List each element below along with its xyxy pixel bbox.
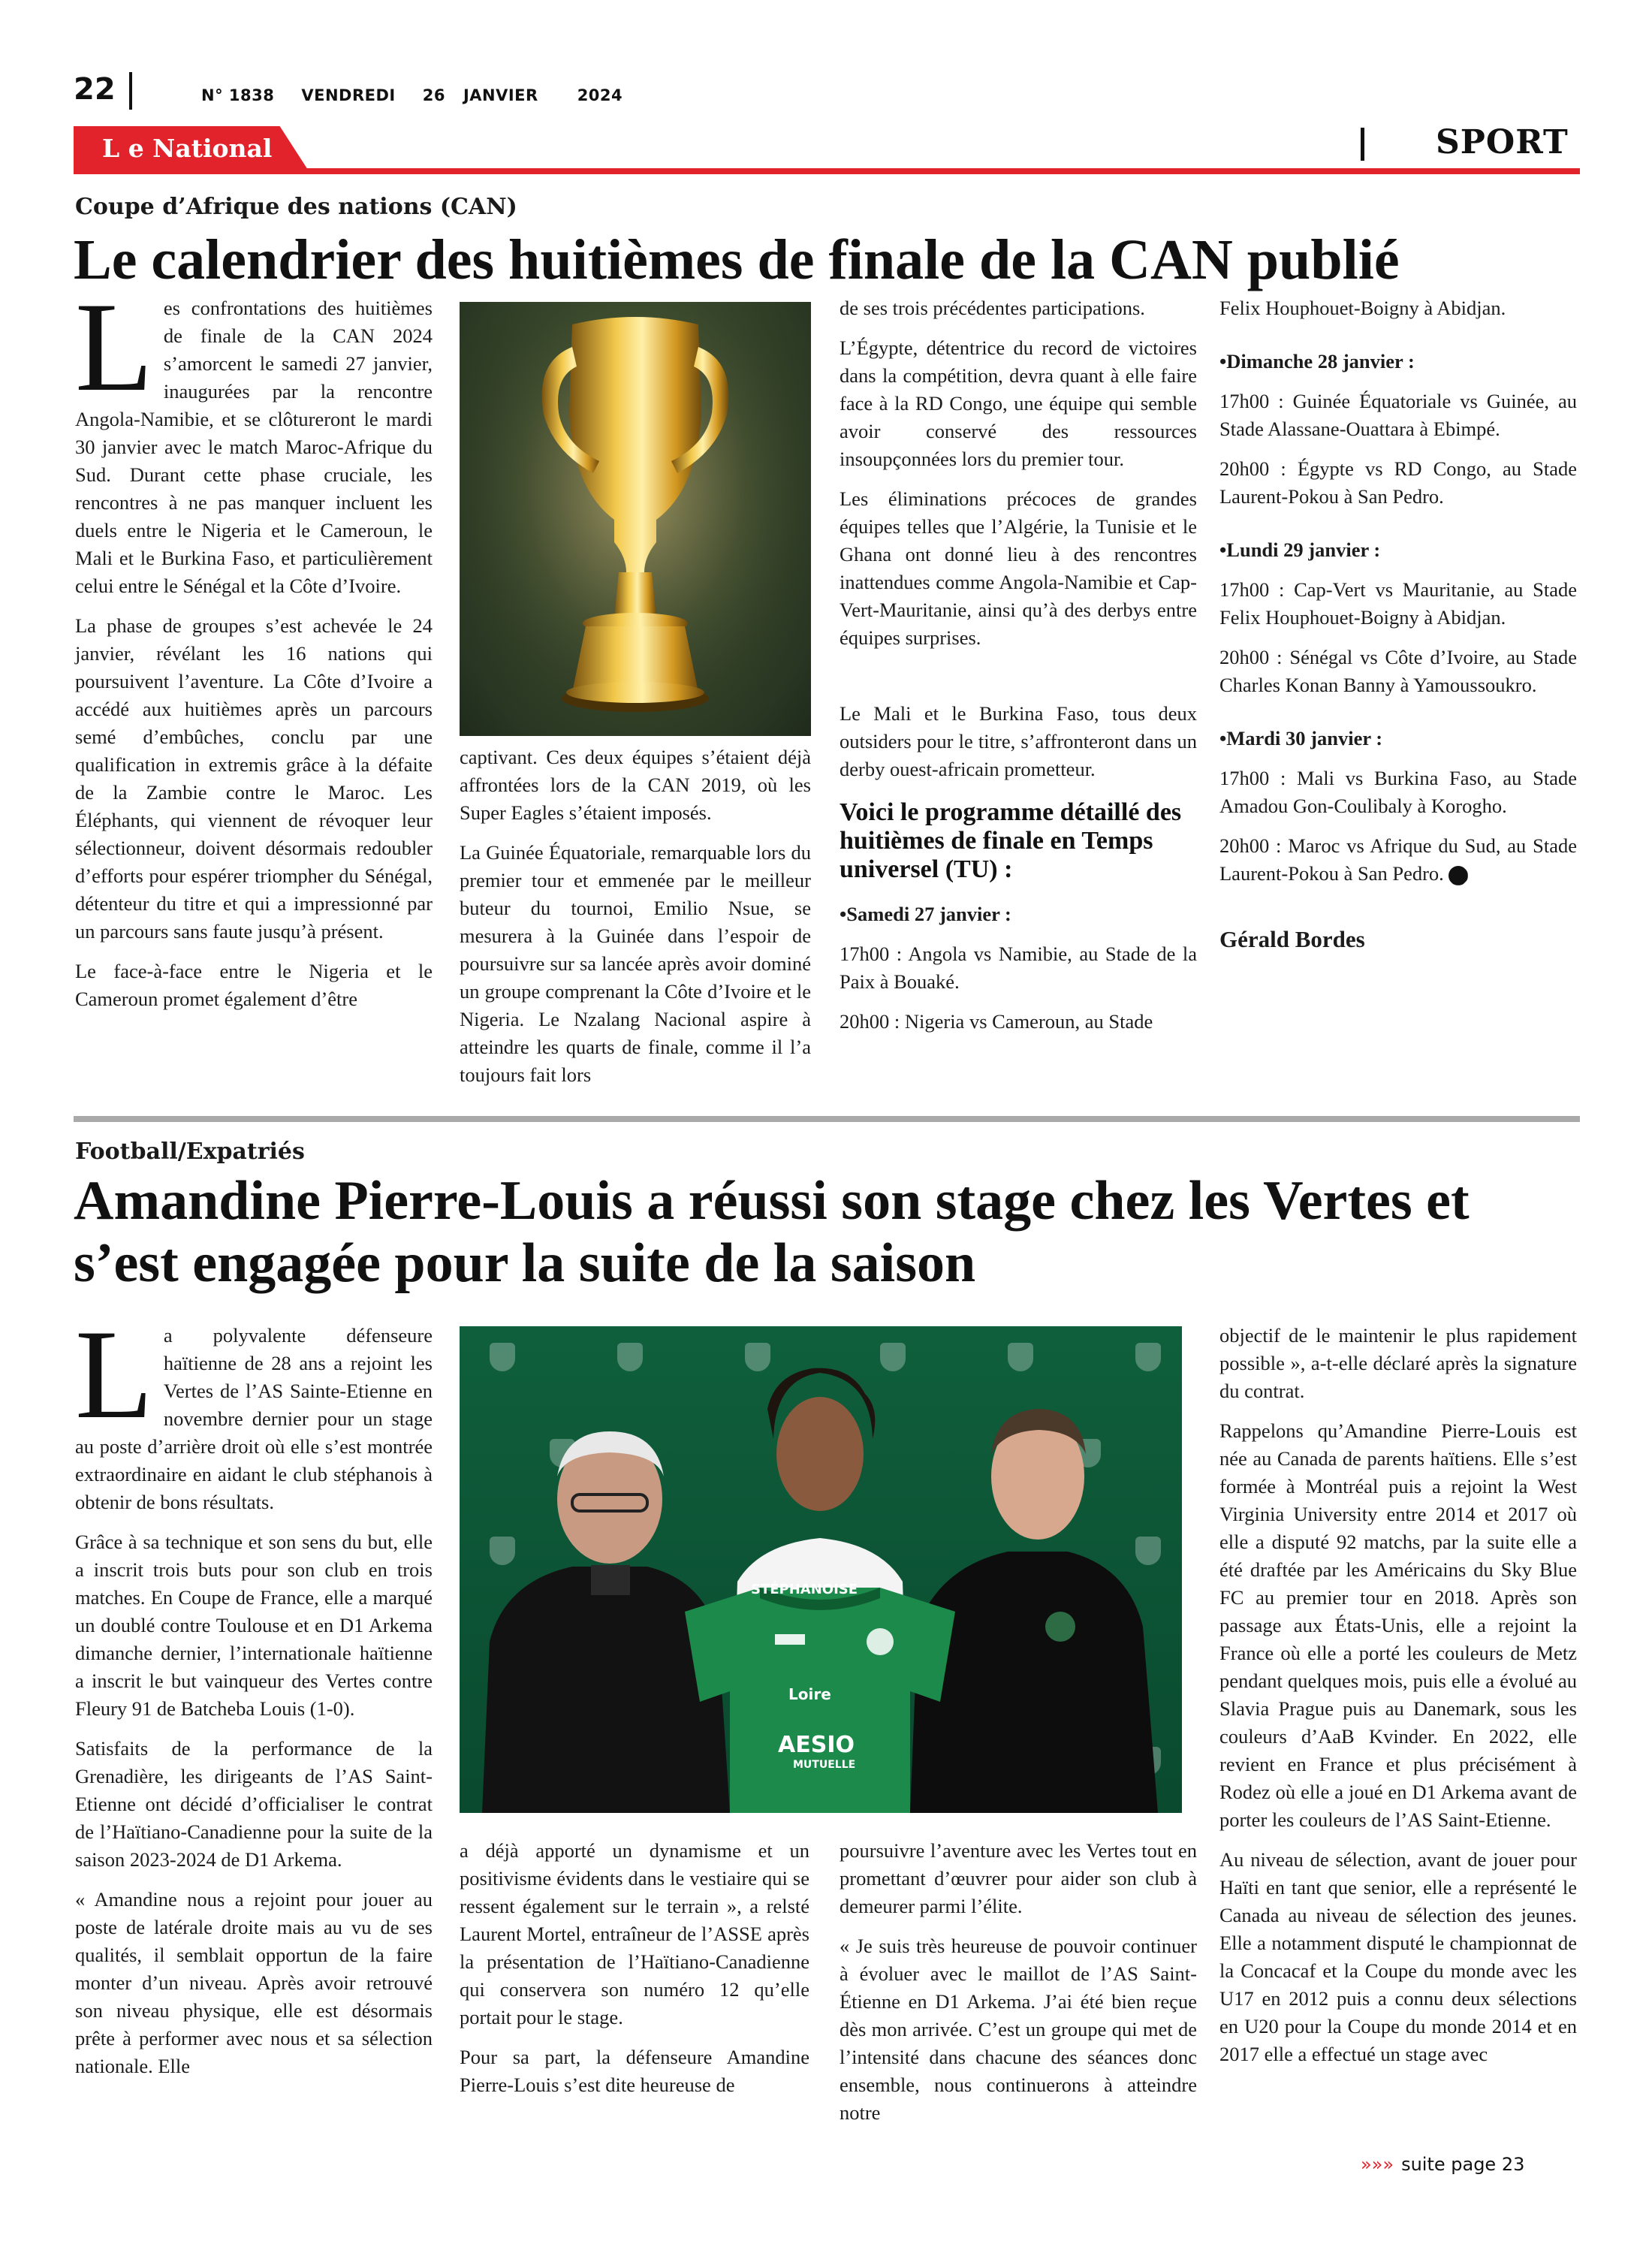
day-heading: •Lundi 29 janvier :: [1219, 538, 1381, 561]
issue-date: 26: [422, 86, 445, 104]
paragraph: Les éliminations précoces de grandes équipes telles que l’Algérie, la Tunisie et le Ghana ont donné lieu à des rencontres inattendues comme Angola-Namibie et Cap-Vert-Mauritanie, ainsi qu’à des derbys entre équipes surprises.: [840, 487, 1197, 649]
match-line: 20h00 : Nigeria vs Cameroun, au Stade: [840, 1010, 1153, 1033]
paragraph: poursuivre l’aventure avec les Vertes tout en promettant d’œuvrer pour aider son club à demeurer parmi l’élite.: [840, 1839, 1197, 1917]
page-number-divider: [129, 72, 132, 110]
issue-month: JANVIER: [463, 86, 538, 104]
match-line: [1219, 832, 1577, 888]
paragraph: de ses trois précédentes participations.: [840, 297, 1145, 319]
article1-kicker: Coupe d’Afrique des nations (CAN): [75, 194, 517, 220]
paragraph: a déjà apporté un dynamisme et un positivisme évidents dans le vestiaire qui se ressent également sur le terrain », a relsté Laurent Mortel, entraîneur de l’ASSE après la présentation de l’Haïtiano-Canadienne qui conservera son numéro 12 qu’elle portait pour le stage.: [460, 1839, 809, 2028]
dropcap: L: [75, 276, 153, 418]
match-line: 17h00 : Cap-Vert vs Mauritanie, au Stade Felix Houphouet-Boigny à Abidjan.: [1219, 578, 1577, 629]
jersey-sponsor-sub: MUTUELLE: [793, 1759, 856, 1771]
end-mark-icon: [1449, 866, 1468, 885]
article2-column-2: [460, 1837, 809, 2111]
article1-headline: Le calendrier des huitièmes de finale de la CAN publié: [74, 228, 1400, 291]
dropcap: L: [75, 1304, 153, 1445]
article1-column-2: [460, 743, 811, 1101]
match-line: Felix Houphouet-Boigny à Abidjan.: [1219, 297, 1506, 319]
issue-line: [201, 86, 650, 104]
paragraph: es confrontations des huitièmes de finale de la CAN 2024 s’amorcent le samedi 27 janvier, inaugurées par la rencontre Angola-Namibie, et se clôtureront le mardi 30 janvier avec le match Maroc-Afrique du Sud. Durant cette phase cruciale, les rencontres à ne pas manquer incluent les duels entre le Nigeria et le Cameroun, le Mali et le Burkina Faso, et particulièrement celui entre le Sénégal et la Côte d’Ivoire.: [75, 297, 433, 597]
paragraph: Au niveau de sélection, avant de jouer pour Haïti en tant que senior, elle a représenté le Canada au niveau de sélection des jeunes. Elle a notamment disputé le championnat de la Concacaf et la Coupe du monde avec les U17 en 2012 puis a connu deux sélections en U20 pour la Coupe du monde 2014 et en 2017 elle a effectué un stage avec: [1219, 1848, 1577, 2065]
brand-name: L e National: [102, 134, 273, 163]
paragraph: Satisfaits de la performance de la Grenadière, les dirigeants de l’AS Saint-Etienne ont décidé d’officialiser le contrat de l’Haïtiano-Canadienne pour la suite de la saison 2023-2024 de D1 Arkema.: [75, 1737, 433, 1871]
team-photo: [460, 1326, 1182, 1813]
day-heading: •Samedi 27 janvier :: [840, 903, 1011, 925]
paragraph: Pour sa part, la défenseure Amandine Pierre-Louis s’est dite heureuse de: [460, 2046, 809, 2096]
paragraph: Rappelons qu’Amandine Pierre-Louis est née au Canada de parents haïtiens. Elle s’est formée à Montréal puis a rejoint la West Virginia University entre 2014 et 2017 où elle a disputé 92 matchs, par la suite elle a été draftée par les Américains du Sky Blue FC au premier tour en 2018. Après son passage aux États-Unis, elle a rejoint la France où elle a porté les couleurs de Metz pendant quelques mois, puis elle a évolué au Slavia Prague puis au Danemark, sous les couleurs d’AaB Kvinder. En 2022, elle revient en France et plus précisément à Rodez où elle a joué en D1 Arkema avant de porter les couleurs de l’AS Saint-Etienne.: [1219, 1419, 1577, 1831]
author-signature: Gérald Bordes: [1219, 926, 1365, 952]
issue-number: N° 1838: [201, 86, 275, 104]
paragraph: L’Égypte, détentrice du record de victoires dans la compétition, devra quant à elle faire face à la RD Congo, une équipe qui semble avoir conservé des ressources insoupçonnées lors du premier tour.: [840, 336, 1197, 470]
article-divider: [74, 1116, 1580, 1122]
article2-headline: Amandine Pierre-Louis a réussi son stage chez les Vertes et s’est engagée pour la suite de la saison: [74, 1170, 1470, 1294]
match-line: 17h00 : Angola vs Namibie, au Stade de la Paix à Bouaké.: [840, 943, 1197, 993]
article1-column-4: [1219, 294, 1577, 965]
article2-kicker: Football/Expatriés: [75, 1139, 305, 1165]
paragraph: « Amandine nous a rejoint pour jouer au poste de latérale droite mais au vu de ses qualités, il semblait opportun de la faire monter d’un niveau. Après avoir retrouvé son niveau physique, elle est désormais prête à performer avec nous et sa sélection nationale. Elle: [75, 1888, 433, 2077]
paragraph: « Je suis très heureuse de pouvoir continuer à évoluer avec le maillot de l’AS Saint-Étienne en D1 Arkema. J’ai été bien reçue dès mon arrivée. C’est un groupe qui met de l’intensité dans chacune des séances donc ensemble, nous continuerons à atteindre notre: [840, 1935, 1197, 2124]
continued-on-page: [1361, 2154, 1524, 2175]
issue-day: VENDREDI: [301, 86, 396, 104]
article1-column-3: [840, 294, 1197, 1048]
trophy-photo: [460, 302, 811, 736]
issue-year: 2024: [577, 86, 623, 104]
match-line-text: 20h00 : Maroc vs Afrique du Sud, au Stade Laurent-Pokou à San Pedro.: [1219, 834, 1577, 885]
match-line: 20h00 : Sénégal vs Côte d’Ivoire, au Stade Charles Konan Banny à Yamoussoukro.: [1219, 646, 1577, 696]
article2-column-1: [75, 1304, 433, 2092]
header-rule: [74, 168, 1580, 174]
jersey-sponsor: AESIO: [778, 1732, 855, 1758]
paragraph: captivant. Ces deux équipes s’étaient déjà affrontées lors de la CAN 2019, où les Super Eagles s’étaient imposés.: [460, 746, 811, 824]
paragraph: objectif de le maintenir le plus rapidement possible », a-t-elle déclaré après la signature du contrat.: [1219, 1324, 1577, 1402]
jersey-loire: Loire: [788, 1685, 831, 1703]
match-line: 20h00 : Égypte vs RD Congo, au Stade Laurent-Pokou à San Pedro.: [1219, 457, 1577, 508]
continued-arrows: »»»: [1361, 2154, 1394, 2175]
page-number: 22: [74, 72, 116, 107]
paragraph: La phase de groupes s’est achevée le 24 janvier, révélant les 16 nations qui poursuivent l’aventure. La Côte d’Ivoire a accédé aux huitièmes après un parcours semé d’embûches, conclu par une qualification in extremis grâce à la défaite de la Zambie contre le Maroc. Les Éléphants, qui viennent de révoquer leur sélectionneur, doivent désormais redoubler d’efforts pour espérer triompher du Sénégal, détenteur du titre et qui a impressionné par un parcours sans faute jusqu’à présent.: [75, 614, 433, 943]
programme-subheading: Voici le programme détaillé des huitièmes de finale en Temps universel (TU) :: [840, 798, 1182, 883]
paragraph: Le face-à-face entre le Nigeria et le Cameroun promet également d’être: [75, 960, 433, 1010]
paragraph: a polyvalente défenseure haïtienne de 28 ans a rejoint les Vertes de l’AS Sainte-Etienne en novembre dernier pour un stage au poste d’arrière droit où elle s’est montrée extraordinaire en aidant le club stéphanois à obtenir de bons résultats.: [75, 1324, 433, 1513]
trophy-icon: [460, 302, 811, 736]
match-line: 17h00 : Guinée Équatoriale vs Guinée, au Stade Alassane-Ouattara à Ebimpé.: [1219, 390, 1577, 440]
article1-column-1: [75, 276, 433, 1025]
paragraph: La Guinée Équatoriale, remarquable lors du premier tour et emmenée par le meilleur buteur du tournoi, Emilio Nsue, se mesurera à la Guinée dans l’espoir de poursuivre sur sa lancée après avoir dominé un groupe comprenant la Côte d’Ivoire et le Nigeria. Le Nzalang Nacional aspire à atteindre les quarts de finale, comme il l’a toujours fait lors: [460, 841, 811, 1086]
continued-text: suite page 23: [1401, 2154, 1525, 2175]
day-heading: •Mardi 30 janvier :: [1219, 727, 1383, 749]
section-label: SPORT: [1436, 123, 1569, 161]
article2-column-4: [1219, 1322, 1577, 2080]
paragraph: Le Mali et le Burkina Faso, tous deux outsiders pour le titre, s’affronteront dans un derby ouest-africain prometteur.: [840, 702, 1197, 780]
paragraph: Grâce à sa technique et son sens du but, elle a inscrit trois buts pour son club en trois matches. En Coupe de France, elle a marqué un doublé contre Toulouse et en D1 Arkema dimanche dernier, l’internationale haïtienne a inscrit le but vainqueur des Vertes contre Fleury 91 de Batcheba Louis (1-0).: [75, 1531, 433, 1720]
jersey-text: STÉPHANOISE: [751, 1582, 858, 1597]
section-divider: [1361, 128, 1364, 161]
article2-column-3: [840, 1837, 1197, 2139]
match-line: 17h00 : Mali vs Burkina Faso, au Stade Amadou Gon-Coulibaly à Korogho.: [1219, 767, 1577, 817]
day-heading: •Dimanche 28 janvier :: [1219, 350, 1415, 372]
